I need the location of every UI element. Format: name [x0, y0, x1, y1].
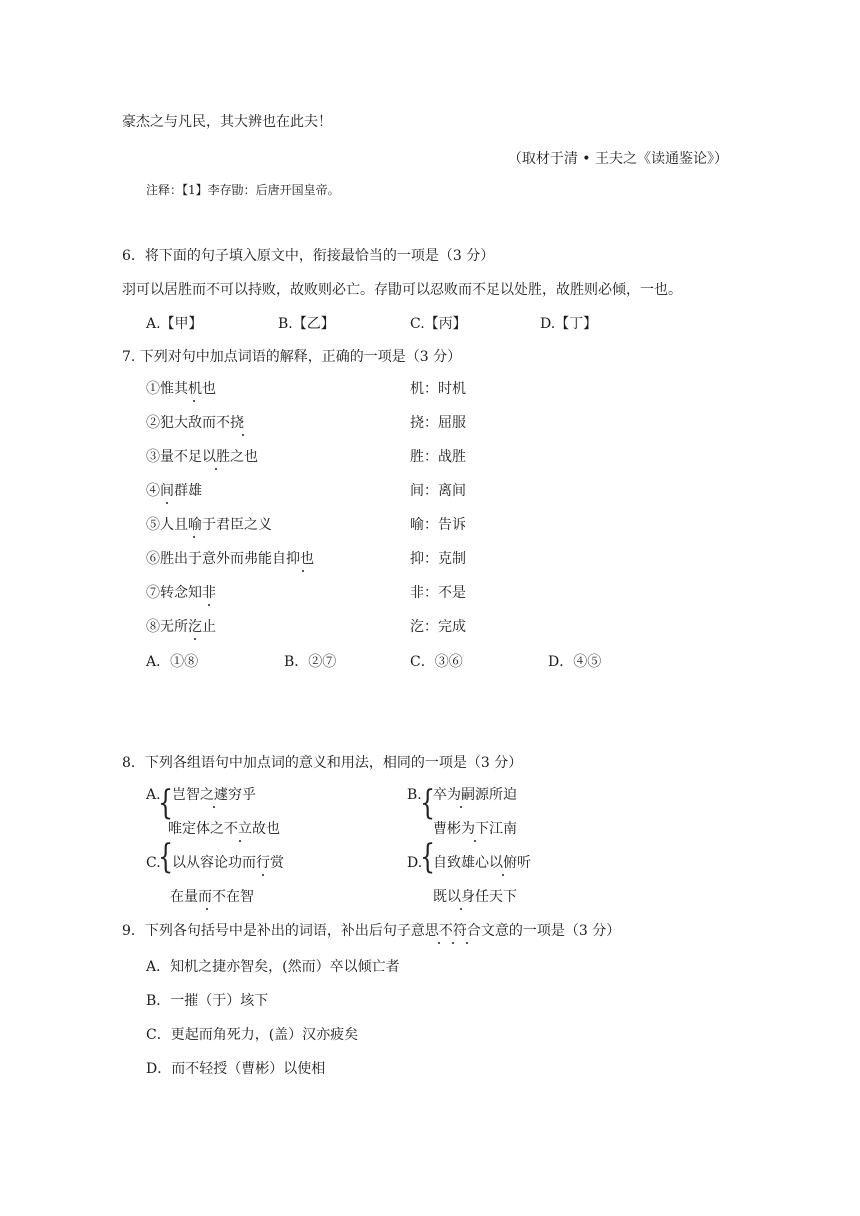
q6-option-a: A.【甲】	[146, 316, 203, 332]
q8-group-a-line1: 岂智之遽穷乎	[172, 787, 256, 803]
q8-group-d-line1: 自致雄心以俯听	[433, 855, 531, 871]
q8-stem: 8．下列各组语句中加点词的意义和用法，相同的一项是（3 分）	[122, 755, 523, 771]
q6-stem: 6．将下面的句子填入原文中，衔接最恰当的一项是（3 分）	[122, 248, 495, 264]
q7-option-c: C．③⑥	[410, 654, 463, 670]
emphasis-dot	[242, 434, 244, 436]
emphasis-dot	[193, 536, 195, 538]
q8-group-b-label: B.	[407, 787, 422, 803]
q7-item-2-gloss: 挠：屈服	[410, 415, 466, 431]
q8-group-c-line1: 以从容论功而行赏	[172, 855, 284, 871]
emphasis-dot	[213, 806, 215, 808]
q8-group-b-line1: 卒为嗣源所迫	[433, 787, 517, 803]
emphasis-dot	[474, 840, 476, 842]
q8-group-a-line2: 唯定体之不立故也	[168, 821, 280, 837]
emphasis-dot	[166, 502, 168, 504]
brace-icon: {	[420, 783, 436, 823]
q6-option-d: D.【丁】	[540, 316, 598, 332]
emphasis-dot	[460, 908, 462, 910]
q7-item-1-gloss: 机：时机	[410, 381, 466, 397]
q7-item-4-gloss: 间：离间	[410, 483, 466, 499]
q9-option-a: A．知机之捷亦智矣，(然而）卒以倾亡者	[146, 959, 400, 975]
q7-item-5-gloss: 喻：告诉	[410, 517, 466, 533]
q9-option-d: D．而不轻授（曹彬）以使相	[146, 1061, 326, 1077]
q8-group-d-line2: 既以身任天下	[433, 889, 517, 905]
source-citation: （取材于清 • 王夫之《读通鉴论》）	[507, 151, 728, 167]
q6-sentence: 羽可以居胜而不可以持败，故败则必亡。存勖可以忍败而不足以处胜，故胜则必倾，一也。	[122, 282, 682, 298]
q6-option-c: C.【丙】	[410, 316, 467, 332]
emphasis-dot	[466, 942, 468, 944]
q6-option-b: B.【乙】	[278, 316, 335, 332]
q9-stem: 9．下列各句括号中是补出的词语，补出后句子意思不符合文意的一项是（3 分）	[122, 923, 621, 939]
footnote: 注释：【1】李存勖：后唐开国皇帝。	[146, 183, 340, 197]
emphasis-dot	[193, 400, 195, 402]
emphasis-dot	[208, 604, 210, 606]
emphasis-dot	[194, 638, 196, 640]
q7-option-d: D．④⑤	[548, 654, 602, 670]
emphasis-dot	[302, 570, 304, 572]
q7-item-6: ⑥胜出于意外而弗能自抑也	[146, 551, 314, 567]
q7-option-a: A．①⑧	[146, 654, 199, 670]
brace-icon: {	[158, 783, 174, 823]
q7-stem: 7. 下列对句中加点词语的解释，正确的一项是（3 分）	[122, 349, 462, 365]
emphasis-dot	[438, 942, 440, 944]
emphasis-dot	[460, 806, 462, 808]
q8-group-c-line2: 在量而不在智	[170, 889, 254, 905]
q7-item-8-gloss: 汔：完成	[410, 619, 466, 635]
emphasis-dot	[206, 908, 208, 910]
q7-item-5: ⑤人且喻于君臣之义	[146, 517, 272, 533]
q7-item-7-gloss: 非：不是	[410, 585, 466, 601]
brace-icon: {	[158, 837, 174, 877]
q7-item-7: ⑦转念知非	[146, 585, 216, 601]
q9-option-c: C．更起而角死力，(盖）汉亦疲矣	[146, 1027, 359, 1043]
passage-last-line: 豪杰之与凡民，其大辨也在此夫！	[122, 114, 332, 130]
q7-item-3: ③量不足以胜之也	[146, 449, 258, 465]
q7-option-b: B．②⑦	[284, 654, 337, 670]
q7-item-2: ②犯大敌而不挠	[146, 415, 244, 431]
q7-item-4: ④间群雄	[146, 483, 202, 499]
q7-item-6-gloss: 抑：克制	[410, 551, 466, 567]
emphasis-dot	[452, 942, 454, 944]
q7-item-1: ①惟其机也	[146, 381, 216, 397]
q8-group-b-line2: 曹彬为下江南	[433, 821, 517, 837]
emphasis-dot	[215, 468, 217, 470]
q8-group-a-label: A.	[146, 787, 161, 803]
q7-item-8: ⑧无所汔止	[146, 619, 216, 635]
brace-icon: {	[420, 837, 436, 877]
emphasis-dot	[502, 874, 504, 876]
q7-item-3-gloss: 胜：战胜	[410, 449, 466, 465]
q9-option-b: B．一摧（于）垓下	[146, 993, 269, 1009]
emphasis-dot	[262, 874, 264, 876]
emphasis-dot	[239, 840, 241, 842]
q8-group-c-label: C.	[146, 855, 161, 871]
q8-group-d-label: D.	[407, 855, 423, 871]
